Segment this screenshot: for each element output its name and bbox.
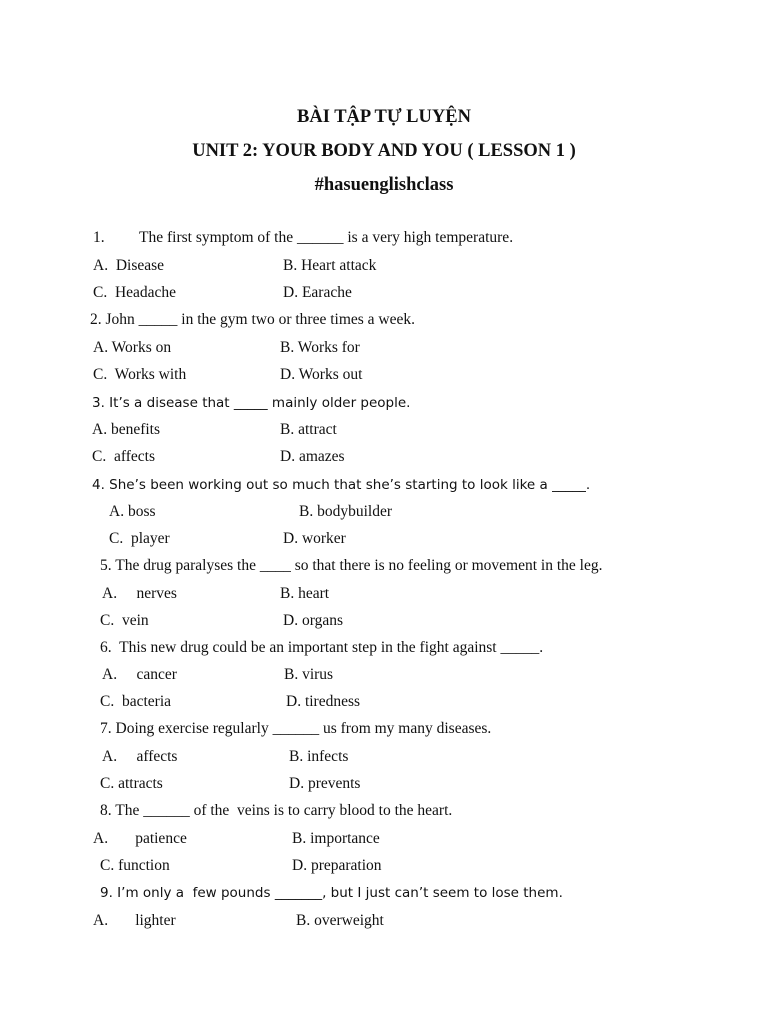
q3-option-b: B. attract	[280, 421, 337, 438]
q9-stem-wrap	[100, 883, 563, 903]
q6-stem: 6. This new drug could be an important step in the fight against _____.	[100, 639, 544, 656]
q4-option-a: A. boss	[109, 503, 156, 520]
q5-option-c: C. vein	[100, 612, 149, 629]
q4-stem: 4. She’s been working out so much that she’s starting to look like a _____.	[92, 477, 591, 493]
q8-option-b: B. importance	[292, 830, 380, 847]
worksheet-title: BÀI TẬP TỰ LUYỆN	[297, 107, 471, 127]
q2-option-a: A. Works on	[93, 339, 172, 356]
q2-stem: 2. John _____ in the gym two or three times a week.	[90, 311, 416, 328]
q8-option-d: D. preparation	[292, 857, 382, 874]
q9-option-a: A. lighter	[93, 912, 176, 929]
q9-option-b: B. overweight	[296, 912, 384, 929]
q3-option-a: A. benefits	[92, 421, 161, 438]
q4-option-c: C. player	[109, 530, 170, 547]
q2-option-d: D. Works out	[280, 366, 363, 383]
q1-option-b: B. Heart attack	[283, 257, 377, 274]
q8-stem: 8. The ______ of the veins is to carry blood to the heart.	[100, 802, 453, 819]
q3-option-c: C. affects	[92, 448, 155, 465]
q8-option-a: A. patience	[93, 830, 187, 847]
q2-option-c: C. Works with	[93, 366, 187, 383]
q7-option-b: B. infects	[289, 748, 349, 765]
class-hashtag: #hasuenglishclass	[314, 175, 454, 195]
q7-option-d: D. prevents	[289, 775, 361, 792]
q9-stem: 9. I’m only a few pounds	[100, 885, 275, 901]
q6-option-a: A. cancer	[102, 666, 177, 683]
q3-option-d: D. amazes	[280, 448, 345, 465]
q1-option-c: C. Headache	[93, 284, 177, 301]
q9-stem-blank: _______, but I just can’t seem to lose them.	[274, 885, 563, 901]
q5-option-d: D. organs	[283, 612, 343, 629]
q1-option-a: A. Disease	[93, 257, 165, 274]
q6-option-d: D. tiredness	[286, 693, 361, 710]
q1-number: 1.	[93, 229, 105, 246]
q4-option-d: D. worker	[283, 530, 346, 547]
q1-stem: The first symptom of the ______ is a very high temperature.	[139, 229, 514, 246]
q8-option-c: C. function	[100, 857, 170, 874]
q5-option-b: B. heart	[280, 585, 330, 602]
q6-option-c: C. bacteria	[100, 693, 172, 710]
q5-option-a: A. nerves	[102, 585, 177, 602]
q2-option-b: B. Works for	[280, 339, 360, 356]
q3-stem: 3. It’s a disease that _____ mainly older people.	[92, 395, 411, 411]
q1-option-d: D. Earache	[283, 284, 352, 301]
q7-stem: 7. Doing exercise regularly ______ us from my many diseases.	[100, 720, 492, 737]
unit-title: UNIT 2: YOUR BODY AND YOU ( LESSON 1 )	[192, 141, 576, 161]
q7-option-a: A. affects	[102, 748, 178, 765]
q7-option-c: C. attracts	[100, 775, 163, 792]
q4-option-b: B. bodybuilder	[299, 503, 392, 520]
q6-option-b: B. virus	[284, 666, 334, 683]
q5-stem: 5. The drug paralyses the ____ so that there is no feeling or movement in the leg.	[100, 557, 603, 574]
